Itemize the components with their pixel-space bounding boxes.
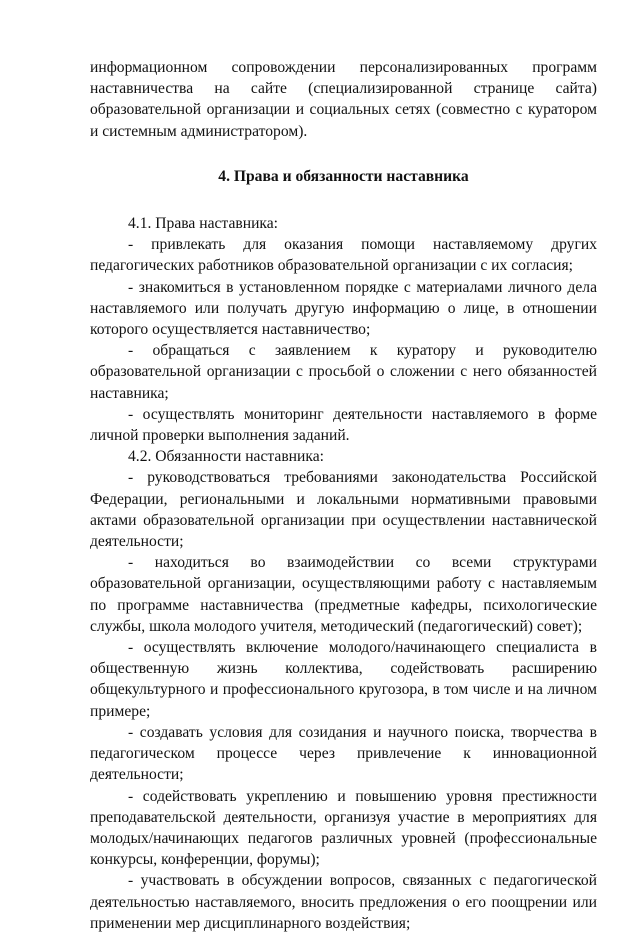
rights-item: - обращаться с заявлением к куратору и руководителю образовательной организации с просьбой о сложении с него обязанностей наставника; xyxy=(90,342,597,402)
document-page xyxy=(90,57,597,934)
rights-item: - знакомиться в установленном порядке с материалами личного дела наставляемого или получать другую информацию о лице, в отношении которого осуществляется наставничество; xyxy=(90,278,597,339)
section-heading: 4. Права и обязанности наставника xyxy=(218,167,469,185)
intro-paragraph: информационном сопровождении персонализированных программ наставничества на сайте (специализированной странице сайта) образовательной организации и социальных сетях (совместно с куратором и системным администратором). xyxy=(90,59,597,140)
duties-item: - находиться во взаимодействии со всеми структурами образовательной организации, осуществляющими работу с наставляемым по программе наставничества (предметные кафедры, психологические службы, школа молодого учителя, методический (педагогический) совет); xyxy=(90,554,597,635)
rights-heading: 4.1. Права наставника: xyxy=(128,215,279,233)
duties-item: - участвовать в обсуждении вопросов, связанных с педагогической деятельностью наставляемого, вносить предложения о его поощрении или применении мер дисциплинарного воздействия; xyxy=(90,872,597,932)
duties-item: - осуществлять включение молодого/начинающего специалиста в общественную жизнь коллектива, содействовать расширению общекультурного и профессионального кругозора, в том числе и на личном примере; xyxy=(90,639,597,720)
rights-item: - осуществлять мониторинг деятельности наставляемого в форме личной проверки выполнения заданий. xyxy=(90,405,597,445)
duties-item: - содействовать укреплению и повышению уровня престижности преподавательской деятельности, организуя участие в мероприятиях для молодых/начинающих педагогов различных уровней (профессиональные конкурсы, конференции, форумы); xyxy=(90,787,597,869)
duties-heading: 4.2. Обязанности наставника: xyxy=(128,448,324,466)
duties-item: - создавать условия для созидания и научного поиска, творчества в педагогическом процессе через привлечение к инновационной деятельности; xyxy=(90,723,597,784)
duties-item: - руководствоваться требованиями законодательства Российской Федерации, региональными и локальными нормативными правовыми актами образовательной организации при осуществлении наставнической деятельности; xyxy=(90,469,597,551)
rights-item: - привлекать для оказания помощи наставляемому других педагогических работников образовательной организации с их согласия; xyxy=(90,236,597,275)
